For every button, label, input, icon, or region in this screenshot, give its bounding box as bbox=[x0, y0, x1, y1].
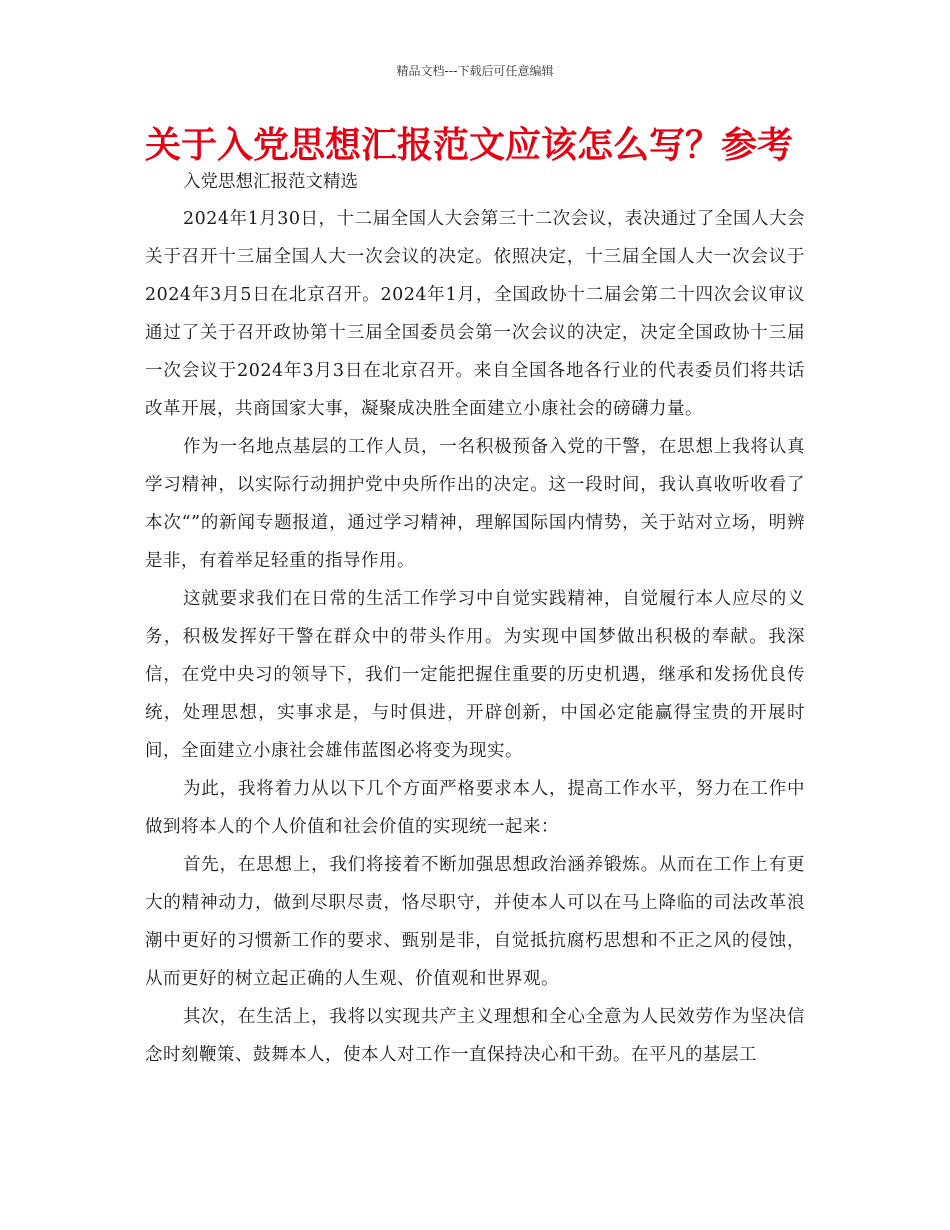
paragraph-5: 首先，在思想上，我们将接着不断加强思想政治涵养锻炼。从而在工作上有更大的精神动力，做到尽职尽责，恪尽职守，并使本人可以在马上降临的司法改革浪潮中更好的习惯新工作的要求、甄别是非，自觉抵抗腐朽思想和不正之风的侵蚀，从而更好的树立起正确的人生观、价值观和世界观。 bbox=[145, 855, 805, 989]
paragraph-2: 作为一名地点基层的工作人员，一名积极预备入党的干警，在思想上我将认真学习精神，以实际行动拥护党中央所作出的决定。这一段时间，我认真收听收看了本次“”的新闻专题报道，通过学习精神，理解国际国内情势，关于站对立场，明辨是非，有着举足轻重的指导作用。 bbox=[145, 437, 805, 571]
header-note: 精品文档---下载后可任意编辑 bbox=[396, 64, 554, 78]
document-title: 关于入党思想汇报范文应该怎么写？参考 bbox=[145, 125, 794, 166]
paragraph-1: 2024年1月30日，十二届全国人大会第三十二次会议，表决通过了全国人大会关于召开十三届全国人大一次会议的决定。依照决定，十三届全国人大一次会议于2024年3月5日在北京召开。2024年1月，全国政协十二届会第二十四次会议审议通过了关于召开政协第十三届全国委员会第一次会议的决定，决定全国政协十三届一次会议于2024年3月3日在北京召开。来自全国各地各行业的代表委员们将共话改革开展，共商国家大事，凝聚成决胜全面建立小康社会的磅礴力量。 bbox=[145, 209, 805, 419]
paragraph-6: 其次，在生活上，我将以实现共产主义理想和全心全意为人民效劳作为坚决信念时刻鞭策、鼓舞本人，使本人对工作一直保持决心和干劲。在平凡的基层工 bbox=[145, 1007, 805, 1065]
document-body bbox=[145, 166, 805, 1074]
document-subtitle: 入党思想汇报范文精选 bbox=[183, 172, 358, 192]
paragraph-4: 为此，我将着力从以下几个方面严格要求本人，提高工作水平，努力在工作中做到将本人的个人价值和社会价值的实现统一起来： bbox=[145, 779, 805, 837]
paragraph-3: 这就要求我们在日常的生活工作学习中自觉实践精神，自觉履行本人应尽的义务，积极发挥好干警在群众中的带头作用。为实现中国梦做出积极的奉献。我深信，在党中央习的领导下，我们一定能把握住重要的历史机遇，继承和发扬优良传统，处理思想，实事求是，与时俱进，开辟创新，中国必定能赢得宝贵的开展时间，全面建立小康社会雄伟蓝图必将变为现实。 bbox=[145, 589, 805, 761]
